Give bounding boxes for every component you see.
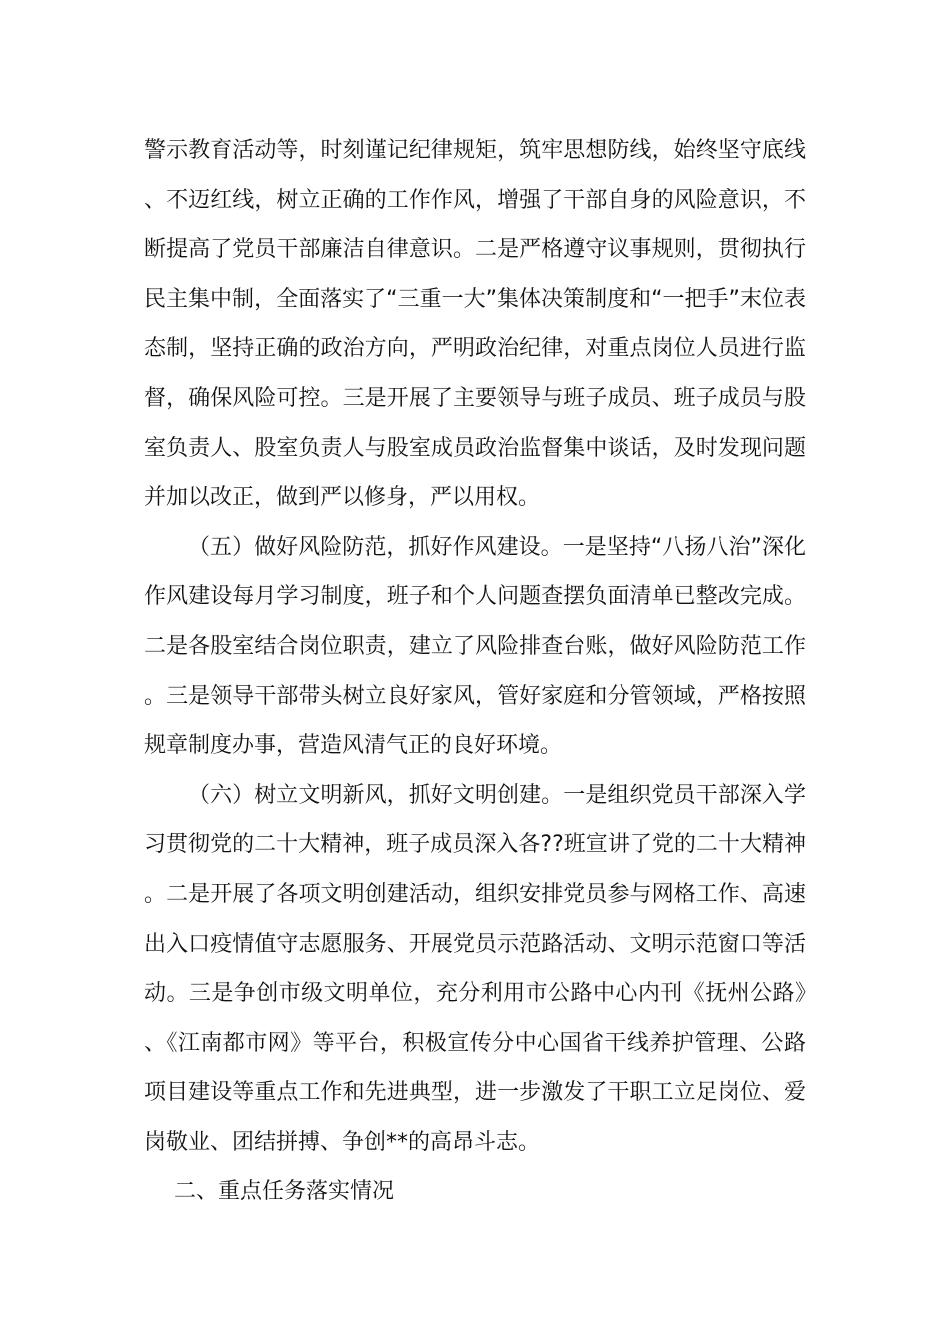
paragraph-item-five: （五）做好风险防范，抓好作风建设。一是坚持“八扬八治”深化作风建设每月学习制度，班子和个人问题查摆负面清单已整改完成。二是各股室结合岗位职责，建立了风险排查台账，做好风险防范工作。三是领导干部带头树立良好家风，管好家庭和分管领域，严格按照规章制度办事，营造风清气正的良好环境。 — [144, 534, 806, 759]
paragraph-item-six: （六）树立文明新风，抓好文明创建。一是组织党员干部深入学习贯彻党的二十大精神，班子成员深入各??班宣讲了党的二十大精神。二是开展了各项文明创建活动，组织安排党员参与网格工作、高速出入口疫情值守志愿服务、开展党员示范路活动、文明示范窗口等活动。三是争创市级文明单位，充分利用市公路中心内刊《抚州公路》、《江南都市网》等平台，积极宣传分中心国省干线养护管理、公路项目建设等重点工作和先进典型，进一步激发了干职工立足岗位、爱岗敬业、团结拼搏、争创**的高昂斗志。 — [144, 782, 806, 1155]
document-body — [144, 126, 806, 1217]
paragraph-continued: 警示教育活动等，时刻谨记纪律规矩，筑牢思想防线，始终坚守底线、不迈红线，树立正确的工作作风，增强了干部自身的风险意识，不断提高了党员干部廉洁自律意识。二是严格遵守议事规则，贯彻执行民主集中制，全面落实了“三重一大”集体决策制度和“一把手”末位表态制，坚持正确的政治方向，严明政治纪律，对重点岗位人员进行监督，确保风险可控。三是开展了主要领导与班子成员、班子成员与股室负责人、股室负责人与股室成员政治监督集中谈话，及时发现问题并加以改正，做到严以修身，严以用权。 — [144, 138, 806, 511]
section-heading: 二、重点任务落实情况 — [174, 1179, 395, 1205]
